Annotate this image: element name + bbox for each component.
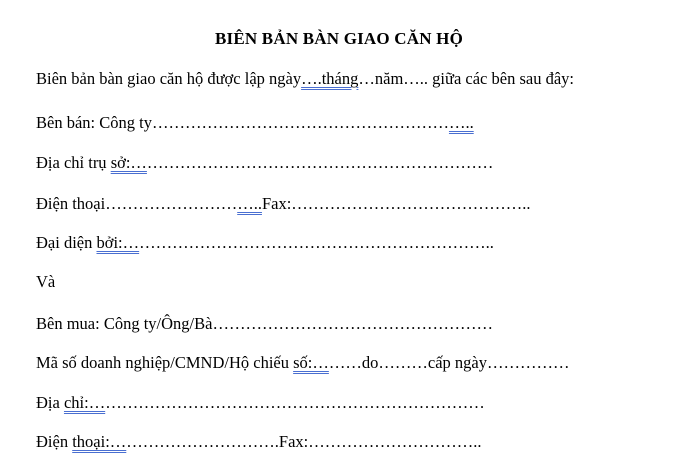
seller-address-text: Địa chỉ trụ <box>36 153 111 172</box>
seller-rep-text: Đại diện <box>36 233 97 252</box>
buyer-phone-tail: ……………………….Fax:………………………….. <box>126 432 482 451</box>
intro-text: Biên bản bàn giao căn hộ được lập ngày <box>36 69 302 88</box>
intro-date-field: ….tháng <box>301 69 359 88</box>
seller-phone-line <box>36 194 531 214</box>
buyer-phone-text: Điện <box>36 432 73 451</box>
buyer-id-mark: số:… <box>293 353 329 372</box>
buyer-address-mark: chỉ:… <box>63 393 106 412</box>
seller-address-mark: sở:… <box>110 153 147 172</box>
intro-line <box>36 69 574 89</box>
seller-company-text: Bên bán: Công ty……………………………………………… <box>36 113 449 132</box>
buyer-address-line <box>36 393 485 413</box>
seller-address-line <box>36 153 493 173</box>
intro-tail: …năm….. giữa các bên sau đây: <box>358 69 574 88</box>
buyer-address-text: Địa <box>36 393 64 412</box>
seller-rep-mark: bởi:… <box>96 233 140 252</box>
seller-company-line <box>36 113 474 133</box>
seller-phone-text: Điện thoại…………………… <box>36 194 238 213</box>
buyer-id-tail: ……do………cấp ngày…………… <box>328 353 570 372</box>
seller-fax-text: Fax:…………………………………….. <box>261 194 531 213</box>
seller-company-mark: ….. <box>448 113 474 132</box>
buyer-company-line: Bên mua: Công ty/Ông/Bà…………………………………………… <box>36 314 493 333</box>
seller-address-tail: ……………………………………………………… <box>146 153 494 172</box>
seller-rep-line <box>36 233 494 253</box>
buyer-address-tail: …………………………………………………………… <box>105 393 485 412</box>
buyer-phone-line <box>36 432 482 452</box>
document-title: BIÊN BẢN BÀN GIAO CĂN HỘ <box>214 29 464 48</box>
buyer-id-text: Mã số doanh nghiệp/CMND/Hộ chiếu <box>36 353 294 372</box>
and-line: Và <box>36 272 56 291</box>
buyer-phone-mark: thoại:… <box>72 432 127 451</box>
buyer-id-line <box>36 353 569 373</box>
seller-phone-mark: ….. <box>237 194 262 213</box>
seller-rep-tail: ……………………………………………………….. <box>139 233 494 252</box>
